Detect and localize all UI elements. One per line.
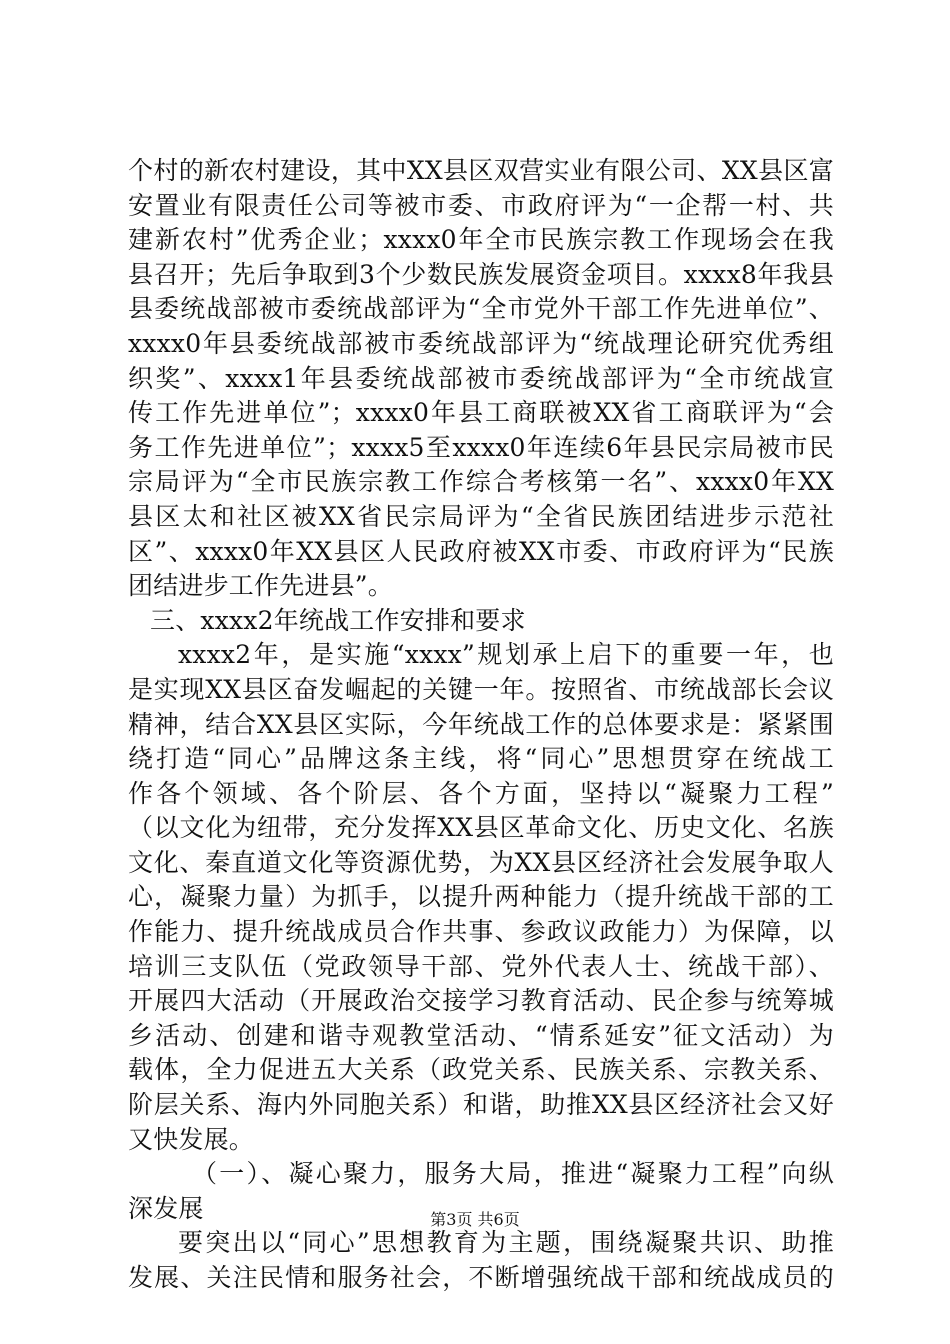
body-line: 宗局评为“全市民族宗教工作综合考核第一名”、xxxx0年XX [128,467,834,497]
body-line: 发展、关注民情和服务社会，不断增强统战干部和统战成员的 [128,1263,834,1292]
page-number: 第3页 共6页 [430,1210,520,1229]
body-line: 县召开；先后争取到3个少数民族发展资金项目。xxxx8年我县 [128,259,834,289]
body-line: xxxx0年县委统战部被市委统战部评为“统战理论研究优秀组 [128,328,834,358]
body-line: 心，凝聚力量）为抓手，以提升两种能力（提升统战干部的工 [128,882,834,912]
body-line: 开展四大活动（开展政治交接学习教育活动、民企参与统筹城 [128,986,834,1016]
subsection-heading: 深发展 [128,1193,204,1223]
body-line: 传工作先进单位”；xxxx0年县工商联被XX省工商联评为“会 [128,398,834,428]
body-line: 绕打造“同心”品牌这条主线，将“同心”思想贯穿在统战工 [128,744,834,774]
body-line: 作能力、提升统战成员合作共事、参政议政能力）为保障，以 [128,917,834,947]
body-line: 载体，全力促进五大关系（政党关系、民族关系、宗教关系、 [128,1055,834,1085]
body-line: 建新农村”优秀企业；xxxx0年全市民族宗教工作现场会在我 [128,225,834,255]
body-line: 阶层关系、海内外同胞关系）和谐，助推XX县区经济社会又好 [128,1090,834,1120]
body-line: 作各个领域、各个阶层、各个方面，坚持以“凝聚力工程” [128,778,834,808]
body-line: 务工作先进单位”；xxxx5至xxxx0年连续6年县民宗局被市民 [128,432,834,462]
body-line: 团结进步工作先进县”。 [128,571,393,601]
body-line: 乡活动、创建和谐寺观教堂活动、“情系延安”征文活动）为 [128,1020,834,1050]
body-line: 县委统战部被市委统战部评为“全市党外干部工作先进单位”、 [128,294,834,324]
body-line: 织奖”、xxxx1年县委统战部被市委统战部评为“全市统战宣 [128,363,834,393]
document-body [128,154,834,1296]
body-line: 安置业有限责任公司等被市委、市政府评为“一企帮一村、共 [128,190,834,220]
body-line: 要突出以“同心”思想教育为主题，围绕凝聚共识、助推 [178,1228,834,1258]
body-line: （以文化为纽带，充分发挥XX县区革命文化、历史文化、名族 [128,813,834,843]
body-line: 是实现XX县区奋发崛起的关键一年。按照省、市统战部长会议 [128,674,834,704]
body-line: xxxx2年，是实施“xxxx”规划承上启下的重要一年，也 [178,640,834,670]
body-line: 区”、xxxx0年XX县区人民政府被XX市委、市政府评为“民族 [128,536,834,566]
body-line: 又快发展。 [128,1124,255,1154]
section-heading: 三、xxxx2年统战工作安排和要求 [150,605,526,635]
body-line: 培训三支队伍（党政领导干部、党外代表人士、统战干部）、 [128,951,834,981]
body-line: 文化、秦直道文化等资源优势，为XX县区经济社会发展争取人 [128,847,834,877]
body-line: 个村的新农村建设，其中XX县区双营实业有限公司、XX县区富 [128,156,834,185]
body-line: 县区太和社区被XX省民宗局评为“全省民族团结进步示范社 [128,501,834,531]
subsection-heading: （一）、凝心聚力，服务大局，推进“凝聚力工程”向纵 [192,1159,834,1189]
body-line: 精神，结合XX县区实际，今年统战工作的总体要求是：紧紧围 [128,709,834,739]
